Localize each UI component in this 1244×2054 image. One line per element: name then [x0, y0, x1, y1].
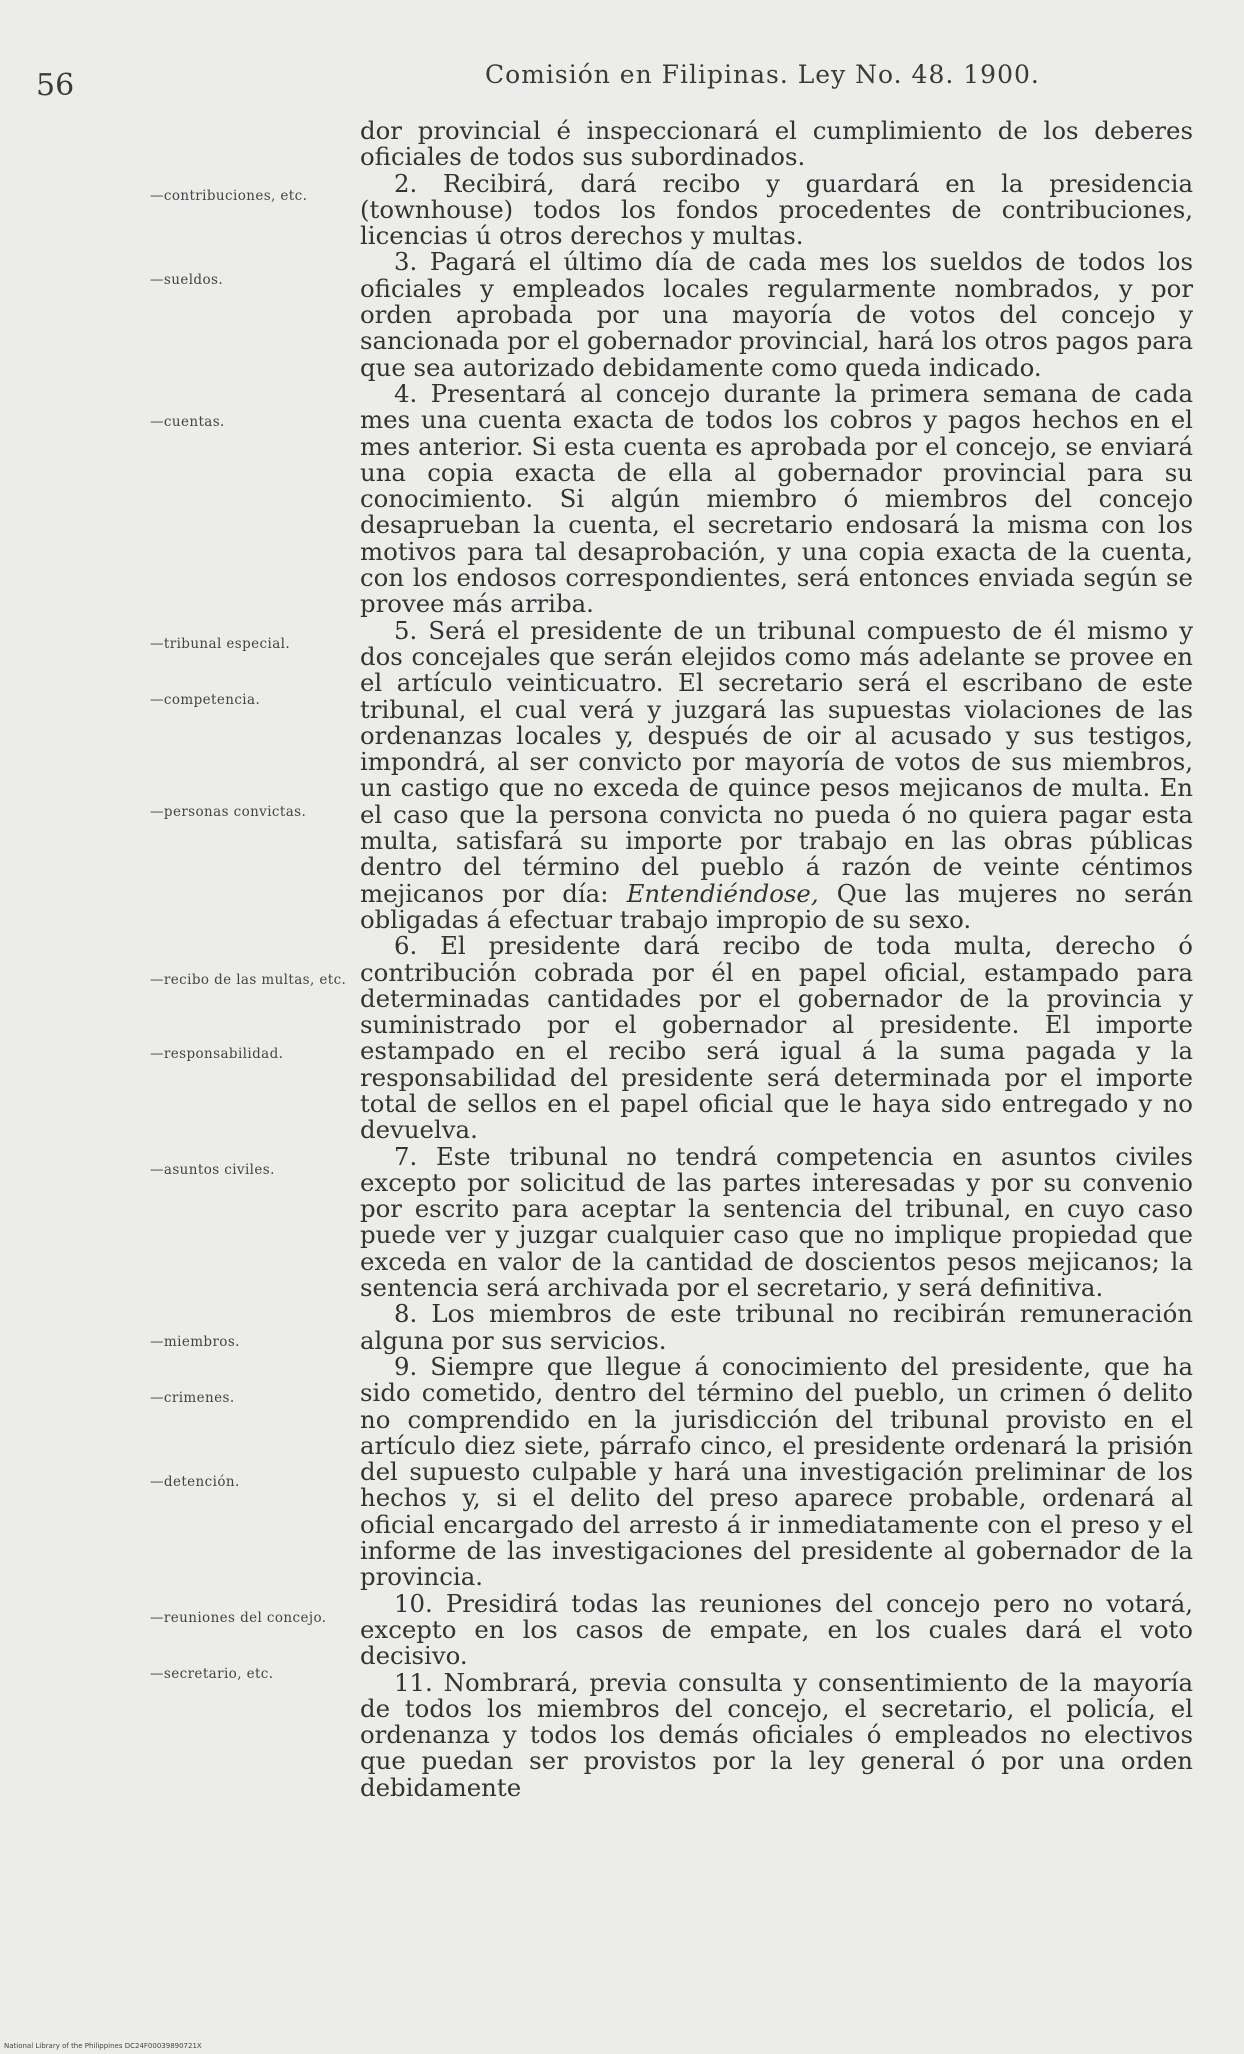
margin-note: —sueldos.	[150, 272, 224, 288]
margin-note: —crimenes.	[150, 1390, 235, 1406]
paragraph: 4. Presentará al concejo durante la primera semana de cada mes una cuenta exacta de todos los cobros y pagos hechos en el mes anterior. Si esta cuenta es aprobada por el concejo, se enviará una copia exacta de ella al gobernador provincial para su conocimiento. Si algún miembro ó miembros del concejo desaprueban la cuenta, el secretario endosará la misma con los motivos para tal desaprobación, y una copia exacta de la cuenta, con los endosos correspondientes, será entonces enviada según se provee más arriba.	[360, 378, 1193, 619]
paragraph: 7. Este tribunal no tendrá competencia en asuntos civiles excepto por solicitud de las partes interesadas y por su convenio por escrito para aceptar la sentencia del tribunal, en cuyo caso puede ver y juzgar cualquier caso que no implique propiedad que exceda en valor de la cantidad de doscientos pesos mejicanos; la sentencia será archivada por el secretario, y será definitiva.	[360, 1141, 1193, 1303]
running-head: Comisión en Filipinas. Ley No. 48. 1900.	[485, 60, 1040, 89]
margin-note: —miembros.	[150, 1334, 240, 1350]
margin-note: —recibo de las multas, etc.	[150, 972, 347, 988]
paragraph: dor provincial é inspeccionará el cumplimiento de los deberes oficiales de todos sus subordinados.	[360, 116, 1193, 172]
paragraph: 8. Los miembros de este tribunal no recibirán remuneración alguna por sus servicios.	[360, 1299, 1193, 1355]
proviso-term: Entendiéndose,	[626, 878, 819, 908]
paragraph: 3. Pagará el último día de cada mes los sueldos de todos los oficiales y empleados locales regularmente nombrados, y por orden aprobada por una mayoría de votos del concejo y sancionada por el gobernador provincial, hará los otros pagos para que sea autorizado debidamente como queda indicado.	[360, 247, 1193, 382]
paragraph: 10. Presidirá todas las reuniones del concejo pero no votará, excepto en los casos de empate, en los cuales dará el voto decisivo.	[360, 1588, 1193, 1671]
margin-note: —competencia.	[150, 692, 261, 708]
margin-note: —cuentas.	[150, 414, 225, 430]
scan-footer: National Library of the Philippines DC24F00039890721X	[4, 2042, 202, 2050]
paragraph-text: Que las mujeres no serán obligadas á efectuar trabajo impropio de su sexo.	[360, 878, 1193, 934]
body-text	[360, 118, 1193, 1801]
paragraph: 6. El presidente dará recibo de toda multa, derecho ó contribución cobrada por él en papel oficial, estampado para determinadas cantidades por el gobernador de la provincia y suministrado por el gobernador al presidente. El importe estampado en el recibo será igual á la suma pagada y la responsabilidad del presidente será determinada por el importe total de sellos en el papel oficial que le haya sido entregado y no devuelva.	[360, 931, 1193, 1145]
margin-note: —detención.	[150, 1474, 240, 1490]
paragraph: 2. Recibirá, dará recibo y guardará en la presidencia (townhouse) todos los fondos procedentes de contribuciones, licencias ú otros derechos y multas.	[360, 168, 1193, 251]
margin-note: —asuntos civiles.	[150, 1162, 275, 1178]
margin-note: —tribunal especial.	[150, 636, 291, 652]
margin-note: —personas convictas.	[150, 804, 307, 820]
paragraph	[360, 615, 1193, 934]
margin-note: —contribuciones, etc.	[150, 188, 308, 204]
page-number: 56	[36, 68, 75, 103]
paragraph-text: 5. Será el presidente de un tribunal compuesto de él mismo y dos concejales que serán elejidos como más adelante se provee en el artículo veinticuatro. El secretario será el escribano de este tribunal, el cual verá y juzgará las supuestas violaciones de las ordenanzas locales y, después de oir al acusado y sus testigos, impondrá, al ser convicto por mayoría de votos de sus miembros, un castigo que no exceda de quince pesos mejicanos de multa. En el caso que la persona convicta no pueda ó no quiera pagar esta multa, satisfará su importe por trabajo en las obras públicas dentro del término del pueblo á razón de veinte céntimos mejicanos por día:	[360, 615, 1193, 908]
margin-note: —secretario, etc.	[150, 1666, 274, 1682]
paragraph: 11. Nombrará, previa consulta y consentimiento de la mayoría de todos los miembros del concejo, el secretario, el policía, el ordenanza y todos los demás oficiales ó empleados no electivos que puedan ser provistos por la ley general ó por una orden debidamente	[360, 1667, 1193, 1802]
margin-note: —responsabilidad.	[150, 1046, 284, 1062]
margin-note: —reuniones del concejo.	[150, 1610, 327, 1626]
paragraph: 9. Siempre que llegue á conocimiento del presidente, que ha sido cometido, dentro del término del pueblo, un crimen ó delito no comprendido en la jurisdicción del tribunal provisto en el artículo diez siete, párrafo cinco, el presidente ordenará la prisión del supuesto culpable y hará una investigación preliminar de los hechos y, si el delito del preso aparece probable, ordenará al oficial encargado del arresto á ir inmediatamente con el preso y el informe de las investigaciones del presidente al gobernador de la provincia.	[360, 1351, 1193, 1592]
